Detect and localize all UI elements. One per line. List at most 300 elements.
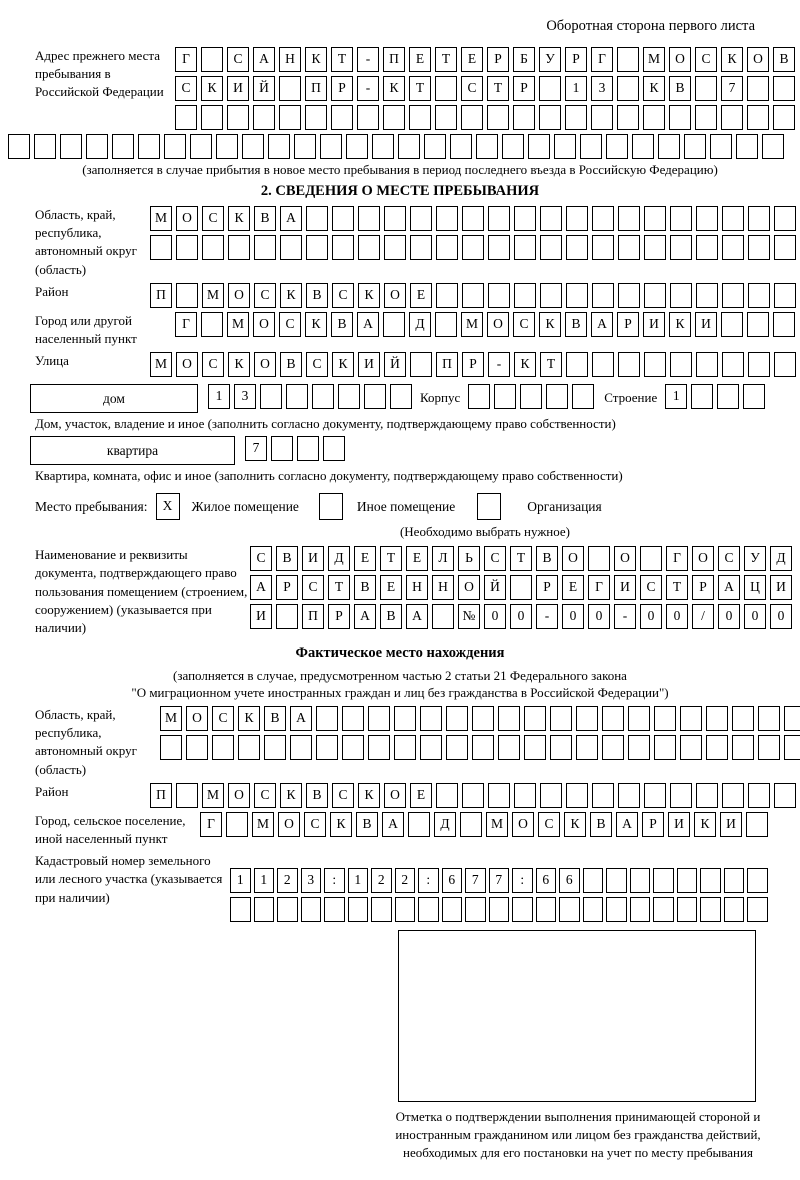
- char-cell: [201, 105, 223, 130]
- house-box-label: дом: [30, 384, 198, 413]
- char-cell: О: [562, 546, 584, 571]
- char-cell: К: [228, 206, 250, 231]
- region-row-1: [150, 206, 796, 231]
- char-cell: [372, 134, 394, 159]
- char-cell: [618, 235, 640, 260]
- char-cell: [395, 897, 416, 922]
- char-cell: 1: [665, 384, 687, 409]
- char-cell: О: [186, 706, 208, 731]
- char-cell: [748, 783, 770, 808]
- char-cell: [722, 352, 744, 377]
- char-cell: И: [250, 604, 272, 629]
- char-cell: О: [384, 283, 406, 308]
- stay-type-note: (Необходимо выбрать нужное): [399, 524, 571, 540]
- char-cell: [164, 134, 186, 159]
- char-cell: С: [332, 283, 354, 308]
- char-cell: [316, 735, 338, 760]
- char-cell: [254, 235, 276, 260]
- char-cell: [566, 206, 588, 231]
- char-cell: [758, 706, 780, 731]
- char-cell: [306, 206, 328, 231]
- char-cell: [394, 735, 416, 760]
- char-cell: Д: [409, 312, 431, 337]
- char-cell: С: [254, 783, 276, 808]
- char-cell: [8, 134, 30, 159]
- street-row: [150, 352, 796, 377]
- char-cell: [680, 735, 702, 760]
- char-cell: [606, 868, 627, 893]
- char-cell: [617, 76, 639, 101]
- char-cell: О: [669, 47, 691, 72]
- actual-region-block: [0, 706, 800, 779]
- char-cell: А: [616, 812, 638, 837]
- char-cell: [700, 868, 721, 893]
- char-cell: [784, 706, 800, 731]
- cadastre-row-1: [230, 868, 768, 893]
- char-cell: К: [383, 76, 405, 101]
- char-cell: А: [718, 575, 740, 600]
- char-cell: 0: [484, 604, 506, 629]
- char-cell: :: [324, 868, 345, 893]
- char-cell: [462, 283, 484, 308]
- char-cell: -: [614, 604, 636, 629]
- char-cell: С: [484, 546, 506, 571]
- char-cell: [773, 105, 795, 130]
- stay-type-label: Место пребывания:: [35, 498, 148, 514]
- actual-city-block: [0, 812, 800, 848]
- char-cell: [700, 897, 721, 922]
- char-cell: А: [250, 575, 272, 600]
- char-cell: [618, 783, 640, 808]
- char-cell: 3: [591, 76, 613, 101]
- char-cell: [640, 546, 662, 571]
- char-cell: [618, 283, 640, 308]
- char-cell: Е: [380, 575, 402, 600]
- char-cell: А: [290, 706, 312, 731]
- char-cell: [280, 235, 302, 260]
- char-cell: -: [357, 47, 379, 72]
- char-cell: С: [461, 76, 483, 101]
- char-cell: [268, 134, 290, 159]
- char-cell: [747, 897, 768, 922]
- char-cell: [696, 283, 718, 308]
- char-cell: [358, 235, 380, 260]
- char-cell: Р: [462, 352, 484, 377]
- char-cell: С: [250, 546, 272, 571]
- char-cell: 0: [770, 604, 792, 629]
- char-cell: [242, 134, 264, 159]
- char-cell: В: [264, 706, 286, 731]
- char-cell: Р: [487, 47, 509, 72]
- char-cell: С: [640, 575, 662, 600]
- char-cell: [435, 76, 457, 101]
- char-cell: П: [383, 47, 405, 72]
- char-cell: [583, 868, 604, 893]
- char-cell: В: [590, 812, 612, 837]
- char-cell: [617, 47, 639, 72]
- char-cell: М: [150, 352, 172, 377]
- char-cell: [228, 235, 250, 260]
- char-cell: [565, 105, 587, 130]
- char-cell: [384, 235, 406, 260]
- char-cell: М: [202, 783, 224, 808]
- city-row: [175, 312, 795, 337]
- char-cell: [320, 134, 342, 159]
- char-cell: [539, 105, 561, 130]
- char-cell: А: [382, 812, 404, 837]
- char-cell: [435, 312, 457, 337]
- char-cell: О: [692, 546, 714, 571]
- char-cell: [592, 206, 614, 231]
- char-cell: Г: [666, 546, 688, 571]
- char-cell: [383, 312, 405, 337]
- char-cell: [606, 134, 628, 159]
- char-cell: [138, 134, 160, 159]
- char-cell: И: [358, 352, 380, 377]
- char-cell: Н: [279, 47, 301, 72]
- char-cell: О: [458, 575, 480, 600]
- char-cell: [724, 868, 745, 893]
- cadastre-label: Кадастровый номер земельного или лесного участка (указывается при наличии): [35, 853, 223, 905]
- char-cell: [774, 235, 796, 260]
- char-cell: В: [380, 604, 402, 629]
- char-cell: 0: [744, 604, 766, 629]
- section2-title: 2. СВЕДЕНИЯ О МЕСТЕ ПРЕБЫВАНИЯ: [260, 183, 540, 199]
- char-cell: О: [512, 812, 534, 837]
- char-cell: [424, 134, 446, 159]
- char-cell: [524, 706, 546, 731]
- char-cell: 2: [395, 868, 416, 893]
- char-cell: С: [227, 47, 249, 72]
- char-cell: [513, 105, 535, 130]
- prev-address-rows: [175, 47, 795, 130]
- prev-address-row-2: [175, 76, 795, 101]
- char-cell: -: [357, 76, 379, 101]
- char-cell: [450, 134, 472, 159]
- char-cell: П: [150, 783, 172, 808]
- char-cell: [696, 783, 718, 808]
- char-cell: [670, 235, 692, 260]
- actual-region-row-2: [160, 735, 800, 760]
- char-cell: П: [150, 283, 172, 308]
- district-block: [0, 283, 800, 308]
- char-cell: И: [668, 812, 690, 837]
- char-cell: [435, 105, 457, 130]
- char-cell: [566, 235, 588, 260]
- char-cell: [332, 206, 354, 231]
- document-label: Наименование и реквизиты документа, подтверждающего право пользования помещением (строением, сооружением) (указывается при наличии): [35, 547, 248, 635]
- char-cell: 0: [588, 604, 610, 629]
- char-cell: [644, 235, 666, 260]
- char-cell: [732, 706, 754, 731]
- char-cell: С: [302, 575, 324, 600]
- char-cell: [602, 706, 624, 731]
- char-cell: [465, 897, 486, 922]
- char-cell: [420, 706, 442, 731]
- char-cell: [290, 735, 312, 760]
- char-cell: Е: [562, 575, 584, 600]
- char-cell: [477, 493, 501, 520]
- char-cell: [554, 134, 576, 159]
- actual-district-block: [0, 783, 800, 808]
- char-cell: [498, 735, 520, 760]
- char-cell: [202, 235, 224, 260]
- prev-address-block: [0, 47, 800, 130]
- char-cell: Р: [642, 812, 664, 837]
- char-cell: [472, 735, 494, 760]
- char-cell: Д: [434, 812, 456, 837]
- district-label: Район: [35, 283, 69, 299]
- char-cell: [576, 706, 598, 731]
- char-cell: В: [354, 575, 376, 600]
- char-cell: [348, 897, 369, 922]
- char-cell: [436, 235, 458, 260]
- char-cell: И: [720, 812, 742, 837]
- char-cell: Р: [328, 604, 350, 629]
- char-cell: 1: [230, 868, 251, 893]
- char-cell: [550, 735, 572, 760]
- char-cell: [724, 897, 745, 922]
- char-cell: [226, 812, 248, 837]
- prev-address-label: Адрес прежнего места пребывания в Российской Федерации: [35, 48, 164, 100]
- char-cell: [488, 783, 510, 808]
- char-cell: [150, 235, 172, 260]
- char-cell: [691, 384, 713, 409]
- stamp-box: [398, 930, 756, 1102]
- char-cell: М: [202, 283, 224, 308]
- char-cell: Й: [384, 352, 406, 377]
- char-cell: К: [201, 76, 223, 101]
- cadastre-row-2: [230, 897, 768, 922]
- char-cell: -: [488, 352, 510, 377]
- char-cell: [680, 706, 702, 731]
- char-cell: [446, 706, 468, 731]
- char-cell: /: [692, 604, 714, 629]
- char-cell: Р: [565, 47, 587, 72]
- house-note: Дом, участок, владение и иное (заполнить согласно документу, подтверждающему право собственности): [35, 416, 616, 432]
- char-cell: [176, 235, 198, 260]
- char-cell: А: [406, 604, 428, 629]
- char-cell: [368, 706, 390, 731]
- char-cell: [747, 76, 769, 101]
- char-cell: 3: [234, 384, 256, 409]
- stroenie-label: Строение: [604, 390, 658, 406]
- char-cell: [524, 735, 546, 760]
- char-cell: [494, 384, 516, 409]
- char-cell: П: [305, 76, 327, 101]
- char-cell: И: [302, 546, 324, 571]
- char-cell: К: [330, 812, 352, 837]
- char-cell: Г: [588, 575, 610, 600]
- document-row-3: [250, 604, 792, 629]
- char-cell: И: [770, 575, 792, 600]
- char-cell: К: [280, 283, 302, 308]
- char-cell: В: [356, 812, 378, 837]
- korpus-label: Корпус: [420, 390, 461, 406]
- char-cell: С: [304, 812, 326, 837]
- char-cell: [618, 352, 640, 377]
- city-block: [0, 312, 800, 348]
- char-cell: 2: [371, 868, 392, 893]
- char-cell: К: [669, 312, 691, 337]
- char-cell: М: [150, 206, 172, 231]
- char-cell: [357, 105, 379, 130]
- char-cell: [747, 312, 769, 337]
- char-cell: Т: [666, 575, 688, 600]
- char-cell: А: [253, 47, 275, 72]
- char-cell: [658, 134, 680, 159]
- char-cell: [536, 897, 557, 922]
- char-cell: К: [643, 76, 665, 101]
- char-cell: [617, 105, 639, 130]
- char-cell: С: [306, 352, 328, 377]
- char-cell: [540, 783, 562, 808]
- char-cell: С: [718, 546, 740, 571]
- stay-zhiloe-label: Жилое помещение: [191, 498, 299, 514]
- char-cell: [566, 783, 588, 808]
- actual-region-label: Область, край, республика, автономный округ (область): [35, 707, 137, 777]
- char-cell: [736, 134, 758, 159]
- char-cell: [297, 436, 319, 461]
- char-cell: Е: [406, 546, 428, 571]
- stay-type-block: [35, 493, 800, 520]
- actual-location-note-2: "О миграционном учете иностранных граждан и лиц без гражданства в Российской Федерации"): [131, 685, 669, 701]
- actual-location-title: Фактическое место нахождения: [295, 645, 505, 662]
- char-cell: 1: [565, 76, 587, 101]
- stroenie-row: [665, 384, 765, 409]
- char-cell: [461, 105, 483, 130]
- char-cell: [271, 436, 293, 461]
- char-cell: 1: [348, 868, 369, 893]
- char-cell: С: [202, 352, 224, 377]
- char-cell: [583, 897, 604, 922]
- char-cell: 3: [301, 868, 322, 893]
- char-cell: О: [487, 312, 509, 337]
- char-cell: [644, 206, 666, 231]
- char-cell: [602, 735, 624, 760]
- char-cell: Р: [536, 575, 558, 600]
- char-cell: О: [253, 312, 275, 337]
- char-cell: [383, 105, 405, 130]
- char-cell: [514, 783, 536, 808]
- char-cell: Е: [354, 546, 376, 571]
- char-cell: С: [202, 206, 224, 231]
- char-cell: [409, 105, 431, 130]
- char-cell: [773, 312, 795, 337]
- char-cell: Б: [513, 47, 535, 72]
- cadastre-block: [0, 852, 800, 922]
- char-cell: [319, 493, 343, 520]
- char-cell: [408, 812, 430, 837]
- char-cell: [510, 575, 532, 600]
- char-cell: [696, 206, 718, 231]
- char-cell: [442, 897, 463, 922]
- char-cell: [436, 206, 458, 231]
- char-cell: [722, 206, 744, 231]
- char-cell: [277, 897, 298, 922]
- char-cell: М: [643, 47, 665, 72]
- char-cell: [460, 812, 482, 837]
- char-cell: В: [331, 312, 353, 337]
- page-side-note: Оборотная сторона первого листа: [546, 18, 755, 34]
- char-cell: [394, 706, 416, 731]
- char-cell: И: [227, 76, 249, 101]
- char-cell: В: [254, 206, 276, 231]
- house-block: [30, 384, 800, 413]
- char-cell: С: [695, 47, 717, 72]
- char-cell: Г: [200, 812, 222, 837]
- char-cell: [176, 783, 198, 808]
- char-cell: [238, 735, 260, 760]
- char-cell: [301, 897, 322, 922]
- char-cell: [706, 706, 728, 731]
- char-cell: [774, 352, 796, 377]
- char-cell: [722, 235, 744, 260]
- char-cell: [462, 783, 484, 808]
- char-cell: [398, 134, 420, 159]
- char-cell: [201, 312, 223, 337]
- char-cell: В: [306, 283, 328, 308]
- char-cell: [717, 384, 739, 409]
- char-cell: [190, 134, 212, 159]
- city-label: Город или другой населенный пункт: [35, 312, 137, 346]
- char-cell: [418, 897, 439, 922]
- char-cell: А: [357, 312, 379, 337]
- char-cell: [721, 105, 743, 130]
- char-cell: П: [302, 604, 324, 629]
- char-cell: [201, 47, 223, 72]
- char-cell: [696, 235, 718, 260]
- char-cell: [773, 76, 795, 101]
- char-cell: И: [643, 312, 665, 337]
- char-cell: [468, 384, 490, 409]
- char-cell: [653, 897, 674, 922]
- char-cell: С: [175, 76, 197, 101]
- char-cell: Й: [253, 76, 275, 101]
- char-cell: [539, 76, 561, 101]
- char-cell: [670, 352, 692, 377]
- char-cell: -: [536, 604, 558, 629]
- char-cell: С: [279, 312, 301, 337]
- char-cell: К: [514, 352, 536, 377]
- char-cell: [488, 206, 510, 231]
- char-cell: [175, 105, 197, 130]
- char-cell: О: [278, 812, 300, 837]
- char-cell: 7: [489, 868, 510, 893]
- document-block: [0, 546, 800, 637]
- char-cell: [670, 283, 692, 308]
- char-cell: [476, 134, 498, 159]
- char-cell: [371, 897, 392, 922]
- char-cell: О: [614, 546, 636, 571]
- char-cell: [710, 134, 732, 159]
- char-cell: Т: [380, 546, 402, 571]
- char-cell: [384, 206, 406, 231]
- char-cell: [566, 352, 588, 377]
- apartment-number-row: [245, 436, 345, 461]
- char-cell: [748, 206, 770, 231]
- char-cell: К: [721, 47, 743, 72]
- char-cell: 6: [559, 868, 580, 893]
- char-cell: О: [176, 206, 198, 231]
- char-cell: [540, 235, 562, 260]
- char-cell: 7: [245, 436, 267, 461]
- prev-address-note: (заполняется в случае прибытия в новое место пребывания в период последнего въезда в Российскую Федерацию): [82, 162, 718, 177]
- char-cell: О: [176, 352, 198, 377]
- char-cell: [410, 206, 432, 231]
- char-cell: [592, 783, 614, 808]
- char-cell: В: [773, 47, 795, 72]
